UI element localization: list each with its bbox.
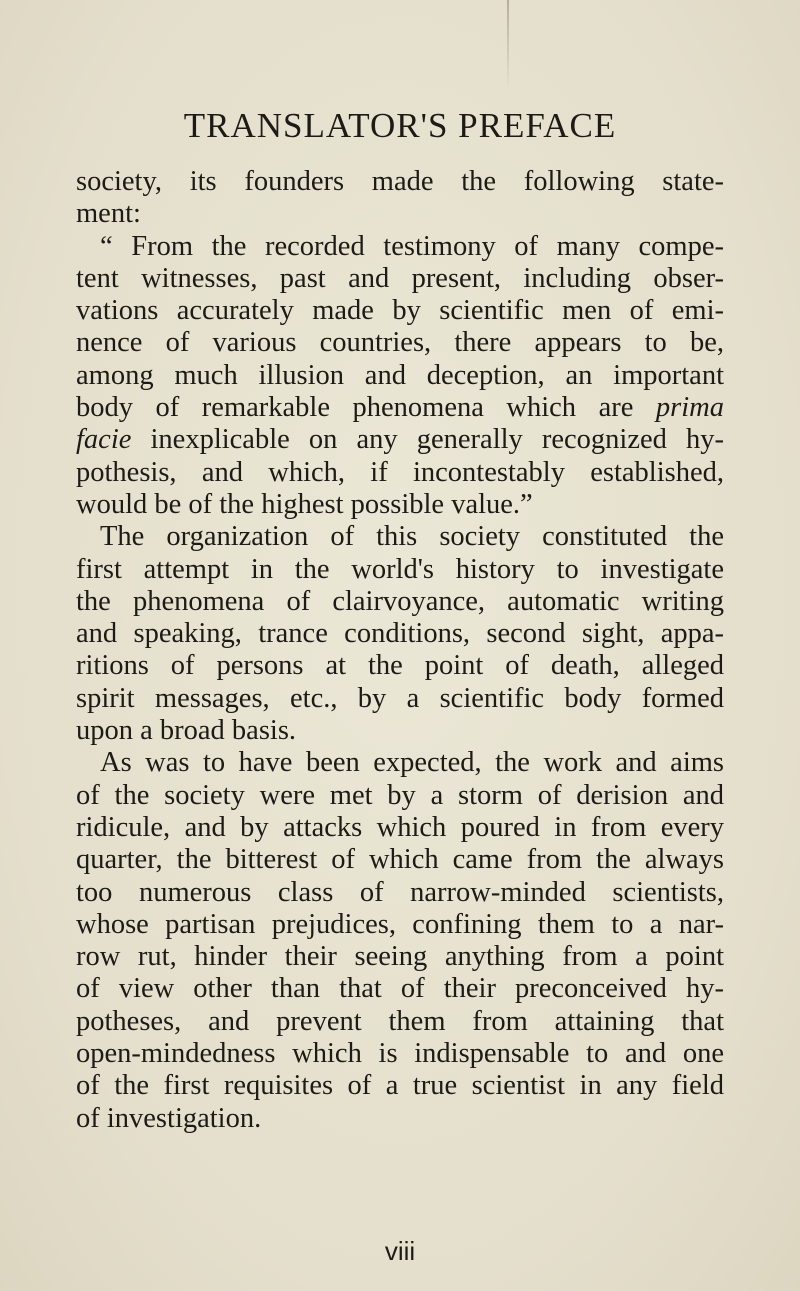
text-line: row rut, hinder their seeing anything from a point bbox=[76, 941, 724, 973]
text-line: As was to have been expected, the work and aims bbox=[100, 747, 724, 779]
text-line: pothesis, and which, if incontestably established, bbox=[76, 456, 724, 488]
text-line: too numerous class of narrow-minded scientists, bbox=[76, 876, 724, 908]
text-line: ment: bbox=[76, 198, 141, 230]
text-line: whose partisan prejudices, confining them to a nar- bbox=[76, 908, 724, 940]
text-line: of investigation. bbox=[76, 1102, 262, 1134]
page-crease bbox=[507, 0, 509, 90]
text-line: of view other than that of their preconceived hy- bbox=[76, 973, 724, 1005]
text-line: ritions of persons at the point of death, alleged bbox=[76, 650, 724, 682]
text-line: among much illusion and deception, an important bbox=[76, 359, 724, 391]
text-line: society, its founders made the following state- bbox=[76, 166, 724, 197]
text-line: potheses, and prevent them from attaining that bbox=[76, 1005, 724, 1037]
text-line: the phenomena of clairvoyance, automatic writing bbox=[76, 585, 724, 617]
text-line: open-mindedness which is indispensable to and one bbox=[76, 1038, 724, 1070]
text-line bbox=[76, 392, 724, 424]
body-text bbox=[76, 166, 724, 1135]
text-line: vations accurately made by scientific men of emi- bbox=[76, 295, 724, 327]
text-line: “ From the recorded testimony of many compe- bbox=[100, 230, 724, 262]
page-number: viii bbox=[384, 1236, 416, 1266]
text-line: upon a broad basis. bbox=[76, 715, 297, 747]
text-fragment: body of remarkable phenomena which are bbox=[76, 392, 656, 424]
italic-phrase: prima bbox=[655, 392, 724, 424]
text-line: nence of various countries, there appears to be, bbox=[76, 327, 724, 359]
text-line: of the first requisites of a true scientist in any field bbox=[76, 1070, 724, 1102]
text-line: of the society were met by a storm of derision and bbox=[76, 779, 724, 811]
text-line: tent witnesses, past and present, including obser- bbox=[76, 262, 724, 294]
italic-phrase: facie bbox=[76, 424, 132, 456]
text-line: The organization of this society constituted the bbox=[100, 521, 724, 553]
text-line: ridicule, and by attacks which poured in from every bbox=[76, 811, 724, 843]
text-fragment: inexplicable on any generally recognized hy- bbox=[131, 424, 724, 456]
text-line: would be of the highest possible value.” bbox=[76, 488, 533, 520]
text-line: spirit messages, etc., by a scientific body formed bbox=[76, 682, 724, 714]
text-line: first attempt in the world's history to investigate bbox=[76, 553, 724, 585]
text-line: quarter, the bitterest of which came from the always bbox=[76, 844, 724, 876]
text-line: and speaking, trance conditions, second sight, appa- bbox=[76, 618, 724, 650]
running-head: TRANSLATOR'S PREFACE bbox=[183, 106, 617, 145]
text-line bbox=[76, 424, 724, 456]
